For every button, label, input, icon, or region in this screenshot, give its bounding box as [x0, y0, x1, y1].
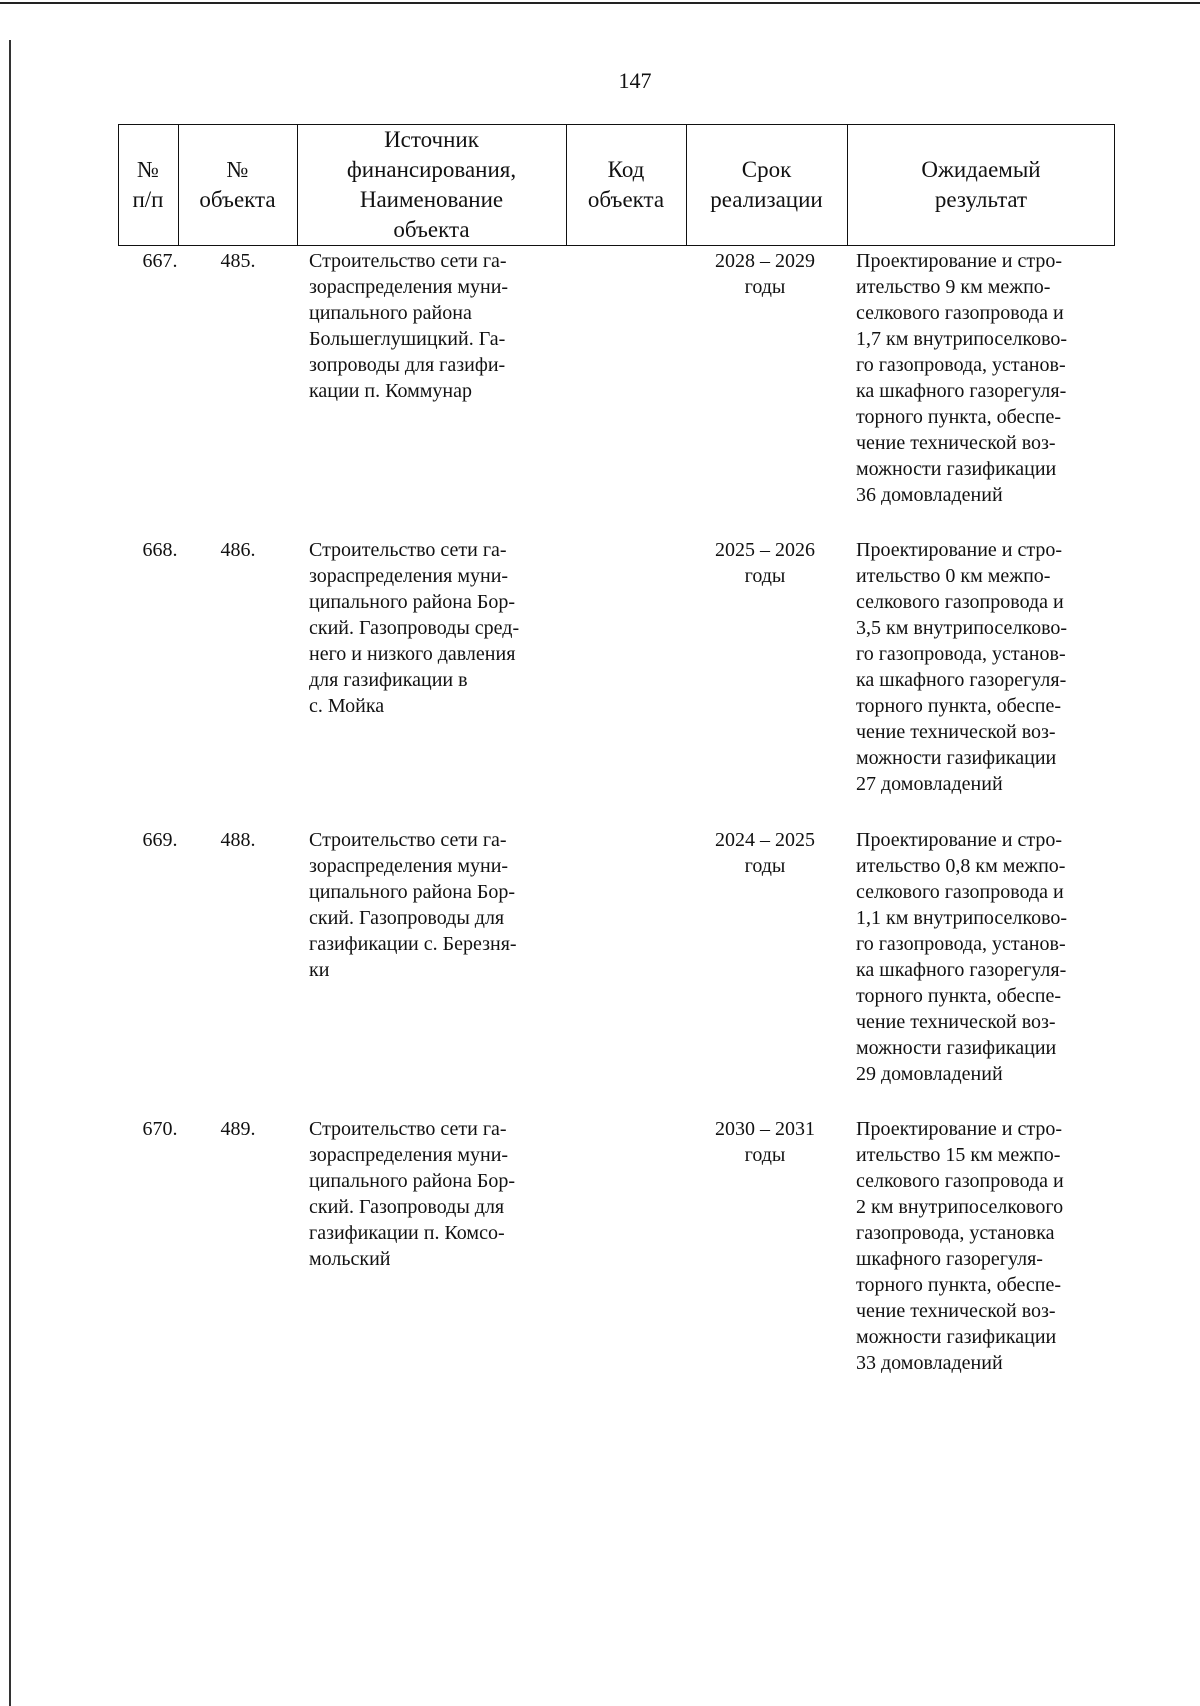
- result-line: 27 домовладений: [856, 773, 1003, 795]
- header-code-line-1: Код: [607, 157, 645, 182]
- expected-result: [856, 248, 1111, 508]
- result-line: шкафного газорегуля-: [856, 1248, 1043, 1270]
- result-line: торного пункта, обеспе-: [856, 695, 1062, 717]
- header-num-line-2: п/п: [132, 187, 164, 212]
- object-name-line: газификации п. Комсо-: [309, 1222, 505, 1244]
- object-name-line: газификации с. Березня-: [309, 933, 517, 955]
- header-object-line-2: объекта: [199, 187, 276, 212]
- object-name: [309, 537, 564, 719]
- page-number: 147: [618, 68, 652, 93]
- header-expected-result-text: [921, 155, 1040, 215]
- result-line: го газопровода, установ-: [856, 933, 1066, 955]
- result-line: Проектирование и стро-: [856, 539, 1063, 561]
- result-line: селкового газопровода и: [856, 1170, 1064, 1192]
- row-number: 668.: [142, 539, 178, 561]
- result-line: 36 домовладений: [856, 484, 1003, 506]
- object-number: 486.: [220, 539, 256, 561]
- header-result-line-1: Ожидаемый: [921, 157, 1041, 182]
- term-line: 2025 – 2026: [715, 539, 815, 561]
- object-name-line: мольский: [309, 1248, 391, 1270]
- header-source-line-2: финансирования,: [346, 157, 517, 182]
- header-object-number: [178, 124, 297, 246]
- object-name-line: кации п. Коммунар: [309, 380, 472, 402]
- object-name: [309, 827, 564, 983]
- header-term-text: [710, 155, 822, 215]
- object-name-line: Большеглушицкий. Га-: [309, 328, 506, 350]
- object-name-line: ципального района Бор-: [309, 1170, 515, 1192]
- row-number: 667.: [142, 250, 178, 272]
- object-name-line: Строительство сети га-: [309, 250, 507, 272]
- header-term-line-1: Срок: [741, 157, 792, 182]
- result-line: го газопровода, установ-: [856, 643, 1066, 665]
- header-num-text: [132, 155, 163, 215]
- result-line: чение технической воз-: [856, 1011, 1056, 1033]
- result-line: селкового газопровода и: [856, 881, 1064, 903]
- result-line: 1,1 км внутрипоселково-: [856, 907, 1068, 929]
- result-line: ительство 0,8 км межпо-: [856, 855, 1066, 877]
- header-source-line-3: Наименование: [359, 187, 504, 212]
- header-source-line-1: Источник: [384, 127, 479, 152]
- object-name-line: для газификации в: [309, 669, 468, 691]
- result-line: чение технической воз-: [856, 1300, 1056, 1322]
- object-name-line: Строительство сети га-: [309, 829, 507, 851]
- result-line: го газопровода, установ-: [856, 354, 1066, 376]
- term-line: годы: [744, 276, 786, 298]
- header-funding-source-text: [347, 125, 516, 245]
- header-object-number-text: [199, 155, 275, 215]
- result-line: 33 домовладений: [856, 1352, 1003, 1374]
- row-number: 670.: [142, 1118, 178, 1140]
- implementation-term: [690, 537, 840, 589]
- object-name-line: зопроводы для газифи-: [309, 354, 506, 376]
- expected-result: [856, 1116, 1111, 1376]
- object-name-line: ский. Газопроводы для: [309, 907, 505, 929]
- object-name-line: него и низкого давления: [309, 643, 516, 665]
- result-line: можности газификации: [856, 458, 1057, 480]
- header-num: [118, 124, 178, 246]
- result-line: 1,7 км внутрипоселково-: [856, 328, 1068, 350]
- result-line: ка шкафного газорегуля-: [856, 380, 1067, 402]
- result-line: чение технической воз-: [856, 721, 1056, 743]
- term-line: годы: [744, 1144, 786, 1166]
- object-name-line: ципального района: [309, 302, 472, 324]
- result-line: 3,5 км внутрипоселково-: [856, 617, 1068, 639]
- result-line: ка шкафного газорегуля-: [856, 959, 1067, 981]
- object-name-line: ципального района Бор-: [309, 591, 515, 613]
- header-result-line-2: результат: [934, 187, 1028, 212]
- result-line: селкового газопровода и: [856, 591, 1064, 613]
- object-name-line: с. Мойка: [309, 695, 385, 717]
- term-line: 2030 – 2031: [715, 1118, 815, 1140]
- term-line: 2024 – 2025: [715, 829, 815, 851]
- object-name-line: зораспределения муни-: [309, 565, 509, 587]
- result-line: 29 домовладений: [856, 1063, 1003, 1085]
- result-line: газопровода, установка: [856, 1222, 1055, 1244]
- object-name-line: зораспределения муни-: [309, 276, 509, 298]
- result-line: торного пункта, обеспе-: [856, 1274, 1062, 1296]
- implementation-term: [690, 248, 840, 300]
- object-name-line: ки: [309, 959, 330, 981]
- header-funding-source: [297, 124, 566, 246]
- result-line: торного пункта, обеспе-: [856, 406, 1062, 428]
- term-line: годы: [744, 855, 786, 877]
- header-source-line-4: объекта: [393, 217, 470, 242]
- result-line: Проектирование и стро-: [856, 1118, 1063, 1140]
- header-num-line-1: №: [137, 157, 159, 182]
- result-line: ительство 9 км межпо-: [856, 276, 1051, 298]
- result-line: можности газификации: [856, 1326, 1057, 1348]
- object-name-line: ципального района Бор-: [309, 881, 515, 903]
- object-name-line: ский. Газопроводы сред-: [309, 617, 520, 639]
- result-line: чение технической воз-: [856, 432, 1056, 454]
- result-line: торного пункта, обеспе-: [856, 985, 1062, 1007]
- result-line: 2 км внутрипоселкового: [856, 1196, 1064, 1218]
- object-number: 489.: [220, 1118, 256, 1140]
- term-line: годы: [744, 565, 786, 587]
- object-number: 488.: [220, 829, 256, 851]
- result-line: Проектирование и стро-: [856, 829, 1063, 851]
- header-code-line-2: объекта: [587, 187, 665, 212]
- implementation-term: [690, 1116, 840, 1168]
- object-name-line: зораспределения муни-: [309, 1144, 509, 1166]
- object-name-line: зораспределения муни-: [309, 855, 509, 877]
- page-left-border: [9, 40, 11, 1706]
- result-line: Проектирование и стро-: [856, 250, 1063, 272]
- header-object-code: [566, 124, 686, 246]
- result-line: можности газификации: [856, 1037, 1057, 1059]
- result-line: можности газификации: [856, 747, 1057, 769]
- object-name-line: ский. Газопроводы для: [309, 1196, 505, 1218]
- implementation-term: [690, 827, 840, 879]
- expected-result: [856, 827, 1111, 1087]
- object-name-line: Строительство сети га-: [309, 539, 507, 561]
- object-number: 485.: [220, 250, 256, 272]
- expected-result: [856, 537, 1111, 797]
- header-object-line-1: №: [226, 157, 249, 182]
- result-line: ительство 0 км межпо-: [856, 565, 1051, 587]
- result-line: селкового газопровода и: [856, 302, 1064, 324]
- term-line: 2028 – 2029: [715, 250, 815, 272]
- header-expected-result: [847, 124, 1115, 246]
- header-object-code-text: [588, 155, 664, 215]
- header-term: [686, 124, 847, 246]
- object-name: [309, 248, 564, 404]
- row-number: 669.: [142, 829, 178, 851]
- header-term-line-2: реализации: [710, 187, 823, 212]
- object-name-line: Строительство сети га-: [309, 1118, 507, 1140]
- page-top-border: [0, 2, 1200, 4]
- result-line: ка шкафного газорегуля-: [856, 669, 1067, 691]
- result-line: ительство 15 км межпо-: [856, 1144, 1061, 1166]
- object-name: [309, 1116, 564, 1272]
